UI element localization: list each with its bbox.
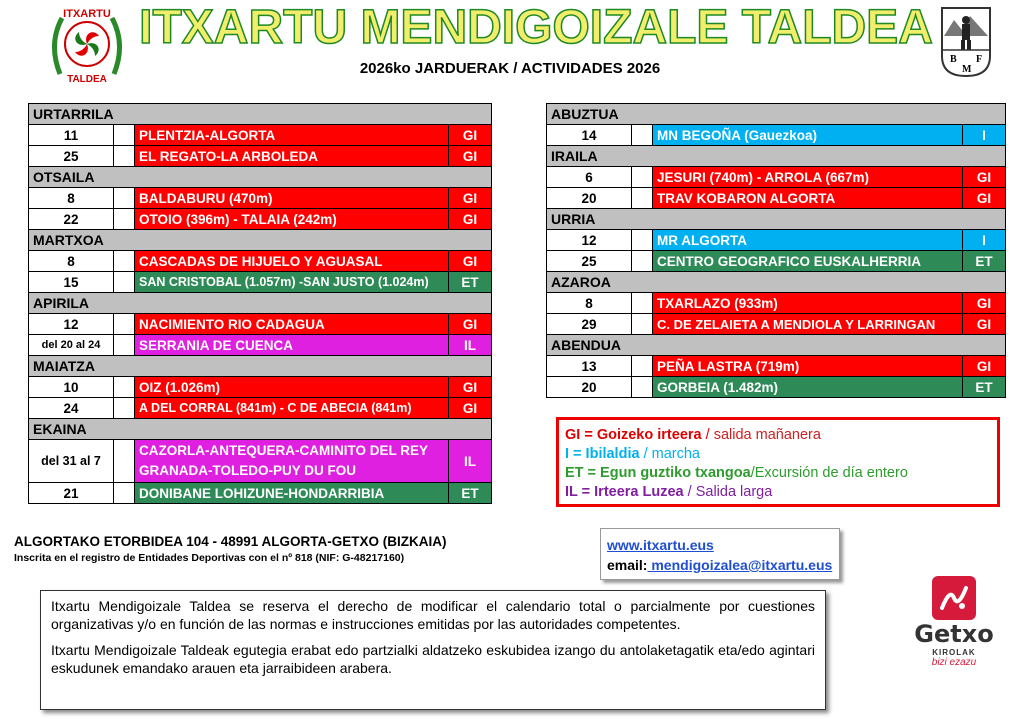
notice-basque: Itxartu Mendigoizale Taldeak egutegia erabat edo partzialki aldatzeko eskubidea izango du antolaketagatik eta/edo agintari eskudunek emandako arauen eta jarraibideen arabera.: [51, 642, 815, 676]
legend-item-et: ET = Egun guztiko txangoa/Excursión de día entero: [565, 465, 908, 481]
email-link[interactable]: mendigoizalea@itxartu.eus: [647, 557, 833, 573]
month-row: [29, 167, 492, 188]
event-row: 10 OIZ (1.026m) GI: [29, 377, 492, 398]
event-row: 20 TRAV KOBARON ALGORTA GI: [547, 188, 1006, 209]
month-row: [547, 104, 1006, 125]
month-label: ABENDUA: [547, 335, 1006, 356]
event-row: 13 PEÑA LASTRA (719m) GI: [547, 356, 1006, 377]
legend-item-il: IL = Irteera Luzea / Salida larga: [565, 484, 773, 500]
month-row: [547, 335, 1006, 356]
month-label: MAIATZA: [29, 356, 492, 377]
svg-text:M: M: [962, 64, 972, 75]
month-row: [547, 146, 1006, 167]
month-label: MARTXOA: [29, 230, 492, 251]
svg-text:ITXARTU: ITXARTU: [63, 8, 111, 20]
event-row: 15 SAN CRISTOBAL (1.057m) -SAN JUSTO (1.024m) ET: [29, 272, 492, 293]
legend-item-i: I = Ibilaldia / marcha: [565, 446, 700, 462]
page-title: ITXARTU MENDIGOIZALE TALDEA: [139, 1, 933, 54]
event-row: 8 BALDABURU (470m) GI: [29, 188, 492, 209]
event-row: 8 CASCADAS DE HIJUELO Y AGUASAL GI: [29, 251, 492, 272]
getxo-emblem-icon: [932, 576, 976, 620]
event-row: 12 NACIMIENTO RIO CADAGUA GI: [29, 314, 492, 335]
month-row: [29, 356, 492, 377]
club-logo: [46, 4, 128, 86]
event-row: 25 EL REGATO-LA ARBOLEDA GI: [29, 146, 492, 167]
month-label: URTARRILA: [29, 104, 492, 125]
legend-item-gi: GI = Goizeko irteera / salida mañanera: [565, 427, 821, 443]
svg-text:B: B: [950, 54, 957, 65]
contact-box: [600, 528, 840, 580]
month-label: AZAROA: [547, 272, 1006, 293]
month-row: [29, 104, 492, 125]
month-label: IRAILA: [547, 146, 1006, 167]
website-link[interactable]: www.itxartu.eus: [607, 537, 714, 553]
getxo-sub2: bizi ezazu: [931, 657, 977, 668]
event-row: 20 GORBEIA (1.482m) ET: [547, 377, 1006, 398]
club-address: ALGORTAKO ETORBIDEA 104 - 48991 ALGORTA-GETXO (BIZKAIA): [14, 534, 447, 549]
event-row: 8 TXARLAZO (933m) GI: [547, 293, 1006, 314]
month-label: OTSAILA: [29, 167, 492, 188]
email-label: email:: [607, 557, 648, 573]
month-label: APIRILA: [29, 293, 492, 314]
bmf-logo: [940, 6, 992, 78]
month-label: EKAINA: [29, 419, 492, 440]
page-subtitle: 2026ko JARDUERAK / ACTIVIDADES 2026: [359, 60, 661, 77]
event-row: del 31 al 7 CAZORLA-ANTEQUERA-CAMINITO DEL REY GRANADA-TOLEDO-PUY DU FOU IL: [29, 440, 492, 483]
month-row: [29, 293, 492, 314]
event-row: 25 CENTRO GEOGRAFICO EUSKALHERRIA ET: [547, 251, 1006, 272]
legend-box: [556, 417, 1000, 507]
event-row: 24 A DEL CORRAL (841m) - C DE ABECIA (841m) GI: [29, 398, 492, 419]
month-row: [29, 230, 492, 251]
event-row: 14 MN BEGOÑA (Gauezkoa) I: [547, 125, 1006, 146]
notice-box: [40, 590, 826, 710]
month-label: URRIA: [547, 209, 1006, 230]
event-row: 6 JESURI (740m) - ARROLA (667m) GI: [547, 167, 1006, 188]
getxo-logo: [904, 576, 1004, 686]
month-row: [547, 209, 1006, 230]
month-label: ABUZTUA: [547, 104, 1006, 125]
event-row: 11 PLENTZIA-ALGORTA GI: [29, 125, 492, 146]
event-row: 29 C. DE ZELAIETA A MENDIOLA Y LARRINGAN GI: [547, 314, 1006, 335]
calendar-table-right: [546, 103, 1006, 398]
event-row: 22 OTOIO (396m) - TALAIA (242m) GI: [29, 209, 492, 230]
event-row: del 20 al 24 SERRANIA DE CUENCA IL: [29, 335, 492, 356]
getxo-name: Getxo: [914, 620, 994, 648]
notice-spanish: Itxartu Mendigoizale Taldea se reserva el derecho de modificar el calendario total o parcialmente por cuestiones organizativas y/o en función de las normas e instrucciones emitidas por las autoridades competentes.: [51, 598, 815, 632]
event-row: 12 MR ALGORTA I: [547, 230, 1006, 251]
getxo-sub1: KIROLAK: [932, 648, 976, 657]
calendar-table-left: [28, 103, 492, 504]
svg-text:TALDEA: TALDEA: [67, 74, 107, 85]
svg-text:F: F: [976, 54, 983, 65]
month-row: [547, 272, 1006, 293]
month-row: [29, 419, 492, 440]
event-row: 21 DONIBANE LOHIZUNE-HONDARRIBIA ET: [29, 483, 492, 504]
registry-info: Inscrita en el registro de Entidades Deportivas con el nº 818 (NIF: G-48217160): [14, 552, 405, 564]
